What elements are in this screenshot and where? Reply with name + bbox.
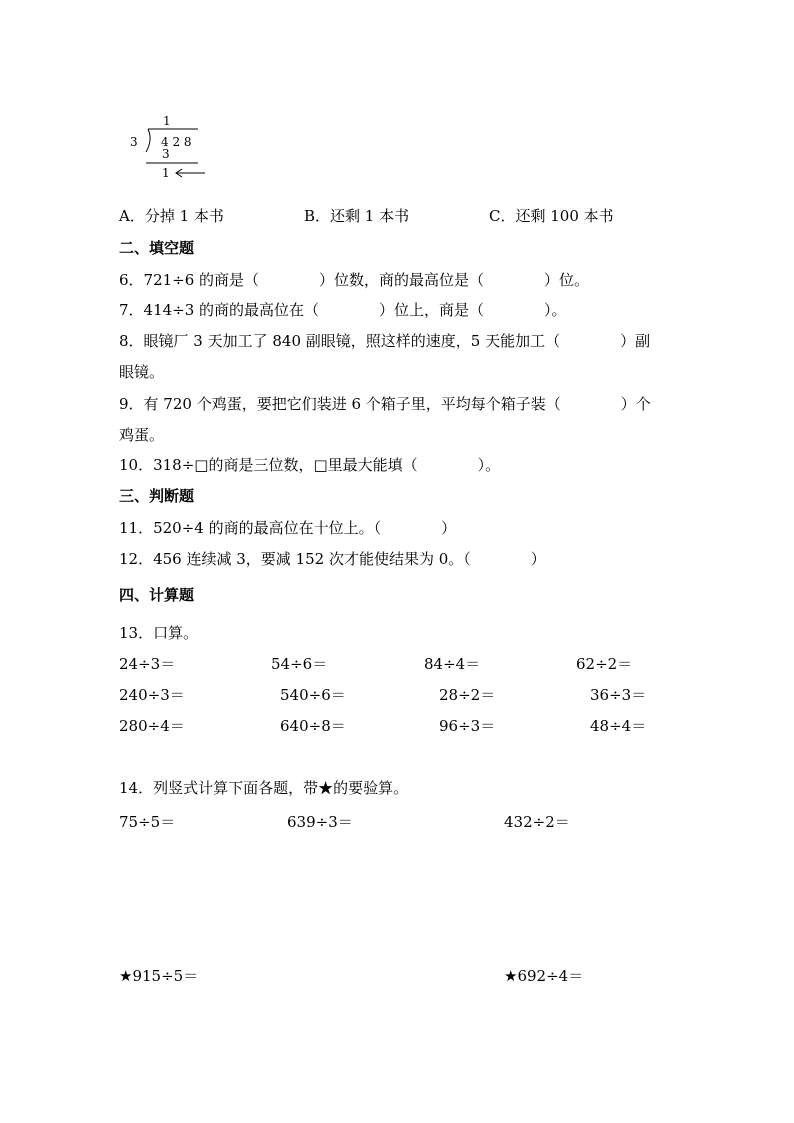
vertical-problem: 75÷5＝: [119, 813, 176, 831]
question-8-line1: 8．眼镜厂 3 天加工了 840 副眼镜，照这样的速度，5 天能加工（ ）副: [119, 332, 651, 350]
vertical-problem-star: ★915÷5＝: [119, 967, 199, 985]
question-10: 10．318÷□的商是三位数，□里最大能填（ ）。: [119, 456, 501, 474]
option-a: A．分掉 1 本书: [119, 207, 224, 225]
option-c: C．还剩 100 本书: [489, 207, 614, 225]
division-dividend: 4 2 8: [161, 135, 192, 149]
oral-problem: 280÷4＝: [119, 717, 185, 735]
question-6: 6．721÷6 的商是（ ）位数，商的最高位是（ ）位。: [119, 271, 590, 289]
oral-problem: 48÷4＝: [590, 717, 647, 735]
division-quotient: 1: [163, 114, 171, 128]
division-divisor: 3: [130, 135, 138, 149]
oral-problem: 62÷2＝: [576, 655, 633, 673]
vertical-problem-star: ★692÷4＝: [504, 967, 584, 985]
oral-problem: 640÷8＝: [280, 717, 346, 735]
vertical-problem: 432÷2＝: [504, 813, 570, 831]
oral-problem: 28÷2＝: [439, 686, 496, 704]
oral-problem: 54÷6＝: [271, 655, 328, 673]
oral-problem: 36÷3＝: [590, 686, 647, 704]
oral-problem: 240÷3＝: [119, 686, 185, 704]
question-14: 14．列竖式计算下面各题，带★的要验算。: [119, 779, 409, 797]
section-title-calculation: 四、计算题: [119, 586, 195, 604]
oral-problem: 84÷4＝: [424, 655, 481, 673]
division-product: 3: [162, 147, 170, 161]
question-9-line1: 9．有 720 个鸡蛋，要把它们装进 6 个箱子里，平均每个箱子装（ ）个: [119, 395, 651, 413]
division-lines: [0, 0, 794, 200]
arrow-left-icon: [176, 169, 205, 177]
question-12: 12．456 连续减 3，要减 152 次才能使结果为 0。（ ）: [119, 550, 546, 568]
oral-problem: 96÷3＝: [439, 717, 496, 735]
option-b: B．还剩 1 本书: [304, 207, 410, 225]
question-11: 11．520÷4 的商的最高位在十位上。（ ）: [119, 519, 457, 537]
question-8-line2: 眼镜。: [119, 363, 165, 381]
question-9-line2: 鸡蛋。: [119, 426, 165, 444]
oral-problem: 540÷6＝: [280, 686, 346, 704]
question-7: 7．414÷3 的商的最高位在（ ）位上，商是（ ）。: [119, 301, 567, 319]
division-remainder: 1: [162, 166, 170, 180]
oral-problem: 24÷3＝: [119, 655, 176, 673]
question-13: 13．口算。: [119, 624, 199, 642]
vertical-problem: 639÷3＝: [287, 813, 353, 831]
section-title-judgment: 三、判断题: [119, 487, 195, 505]
section-title-fill-blank: 二、填空题: [119, 239, 195, 257]
